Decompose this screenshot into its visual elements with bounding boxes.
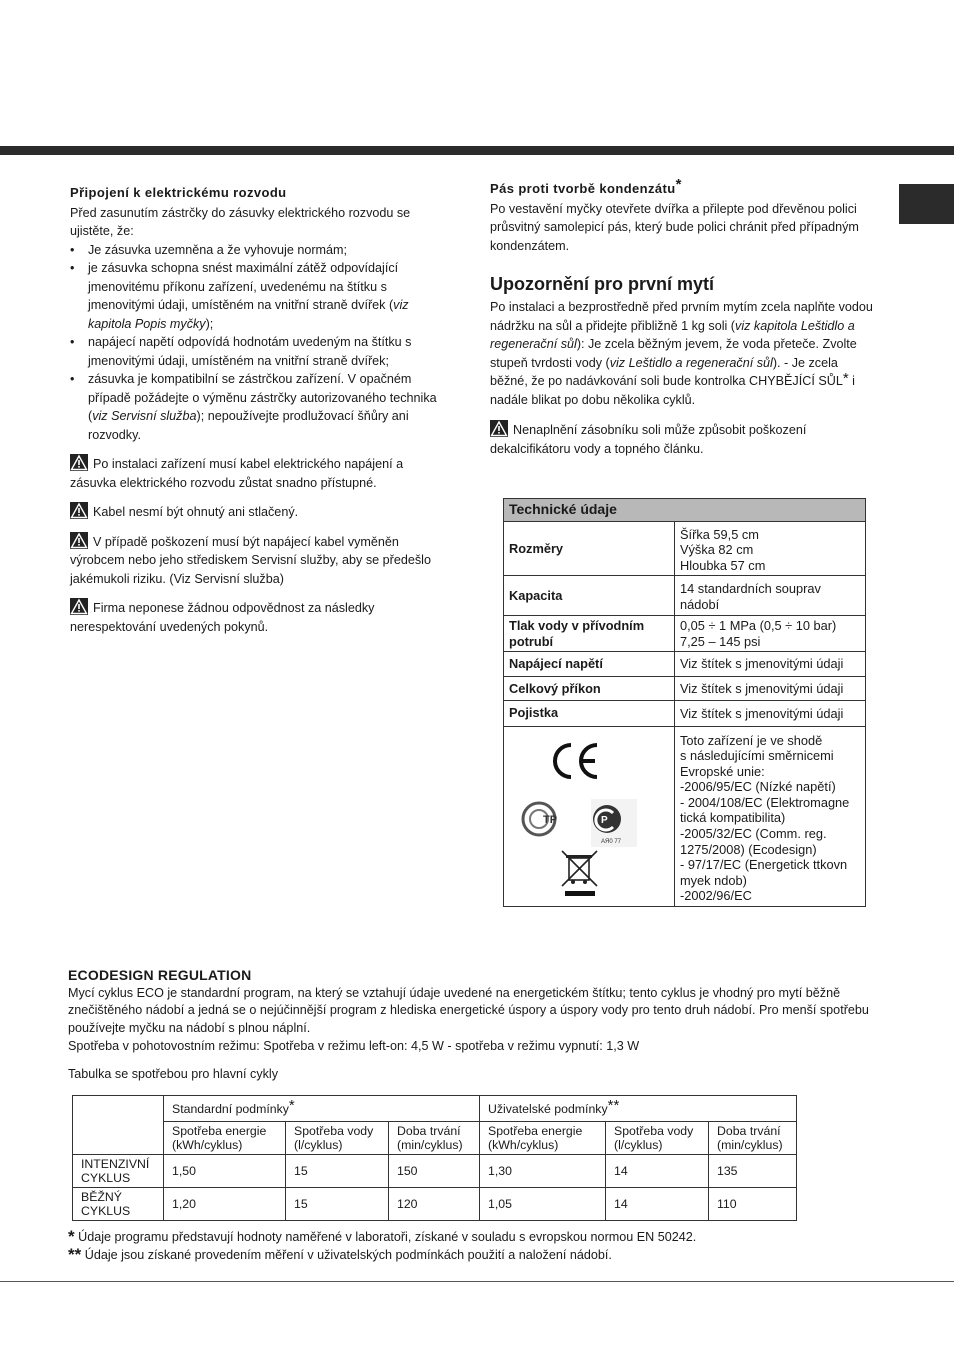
std-conditions-header: Standardní podmínky*	[164, 1096, 480, 1122]
table-title: Technické údaje	[504, 499, 866, 522]
consumption-table	[72, 1095, 797, 1221]
eac-gost-icon	[523, 803, 557, 835]
cell: 14	[606, 1188, 709, 1221]
cell: 1,50	[164, 1155, 286, 1188]
left-column	[70, 184, 440, 636]
ecodesign-text: Mycí cyklus ECO je standardní program, na který se vztahují údaje uvedené na energetickém štítku; tento cyklus je vhodný pro mytí běžně znečištěného nádobí a jedná se o nejúčinnější program z hlediska energetické úspory a úspory vody pro tento druh nádobí. Pro menší spotřebu používejte myčku na nádobí s plnou náplní.	[68, 985, 869, 1036]
warning-note: V případě poškození musí být napájecí kabel vyměněn výrobcem nebo jeho střediskem Servisní služby, aby se předešlo jakémukoli riziku. (Viz Servisní služba)	[70, 532, 440, 589]
table-row	[504, 676, 866, 701]
cell: 1,05	[480, 1188, 606, 1221]
svg-text:P: P	[601, 815, 608, 827]
cycle-name: BĚŽNÝ CYKLUS	[73, 1188, 164, 1221]
right-column	[490, 176, 875, 458]
checklist	[70, 241, 440, 445]
table-row	[504, 652, 866, 677]
warning-icon	[490, 420, 508, 437]
condensation-text: Po vestavění myčky otevřete dvířka a přilepte pod dřevěnou polici průsvitný samolepicí pás, který bude polici chránit před případným kondenzátem.	[490, 201, 859, 253]
list-item: • Je zásuvka uzemněna a že vyhovuje normám;	[70, 241, 440, 260]
table-row	[73, 1188, 797, 1221]
row-value: 14 standardních souprav nádobí	[675, 576, 866, 616]
row-label: Tlak vody v přívodním potrubí	[504, 616, 675, 652]
language-tab-marker	[899, 184, 954, 224]
ce-mark-icon	[555, 745, 597, 777]
cycle-name: INTENZIVNÍ CYKLUS	[73, 1155, 164, 1188]
table-header-row	[504, 499, 866, 522]
table-row	[73, 1122, 797, 1155]
user-conditions-header: Uživatelské podmínky**	[480, 1096, 797, 1122]
row-label: Napájecí napětí	[504, 652, 675, 677]
warning-icon	[70, 598, 88, 615]
row-value: 0,05 ÷ 1 MPa (0,5 ÷ 10 bar) 7,25 – 145 psi	[675, 616, 866, 652]
warning-note: Nenaplnění zásobníku soli může způsobit poškození dekalcifikátoru vody a topného článku.	[490, 420, 875, 458]
intro-text: Před zasunutím zástrčky do zásuvky elektrického rozvodu se ujistěte, že:	[70, 205, 411, 238]
cell: 14	[606, 1155, 709, 1188]
table-row	[504, 521, 866, 576]
top-rule	[0, 146, 954, 155]
table-row	[504, 701, 866, 727]
cell: 15	[286, 1188, 389, 1221]
certification-logos	[504, 726, 675, 907]
cell: 135	[709, 1155, 797, 1188]
table-row	[73, 1096, 797, 1122]
column-header: Spotřeba vody (l/cyklus)	[286, 1122, 389, 1155]
certification-logos-graphic	[509, 731, 669, 901]
column-header: Spotřeba energie (kWh/cyklus)	[480, 1122, 606, 1155]
column-header: Doba trvání (min/cyklus)	[389, 1122, 480, 1155]
row-value: Viz štítek s jmenovitými údaji	[675, 701, 866, 727]
footnote: ** Údaje jsou získané provedením měření v uživatelských podmínkách použití a naložení nádobí.	[68, 1245, 612, 1264]
list-item: • je zásuvka schopna snést maximální zátěž odpovídající jmenovitému příkonu zařízení, uvedenému na štítku s jmenovitými údaji, umístěném na vnitřní straně dvířek (viz kapitola Popis myčky);	[70, 259, 440, 333]
cell: 110	[709, 1188, 797, 1221]
standby-text: Spotřeba v pohotovostním režimu: Spotřeba v režimu left-on: 4,5 W - spotřeba v režimu vypnutí: 1,3 W	[68, 1038, 640, 1053]
footnote: * Údaje programu představují hodnoty naměřené v laboratoři, získané v souladu s evropskou normou EN 50242.	[68, 1227, 697, 1246]
row-label: Pojistka	[504, 701, 675, 727]
section-heading-electric: Připojení k elektrickému rozvodu	[70, 185, 287, 200]
list-item: • napájecí napětí odpovídá hodnotám uvedeným na štítku s jmenovitými údaji, umístěném na vnitřní straně dvířek;	[70, 333, 440, 370]
row-label: Kapacita	[504, 576, 675, 616]
cell: 15	[286, 1155, 389, 1188]
section-heading-first-wash: Upozornění pro první mytí	[490, 274, 715, 294]
warning-icon	[70, 454, 88, 471]
row-label: Rozměry	[504, 521, 675, 576]
table-row	[504, 616, 866, 652]
cell: 1,20	[164, 1188, 286, 1221]
row-value: Šířka 59,5 cm Výška 82 cm Hloubka 57 cm	[675, 521, 866, 576]
section-heading-condensation: Pás proti tvorbě kondenzátu*	[490, 176, 682, 196]
ecodesign-heading: ECODESIGN REGULATION	[68, 967, 252, 983]
gost-r-icon	[591, 799, 637, 847]
svg-text:TP: TP	[543, 814, 558, 827]
footnotes	[68, 1228, 696, 1264]
compliance-text: Toto zařízení je ve shodě s následujícími směrnicemi Evropské unie: -2006/95/EC (Nízké napětí) - 2004/108/EC (Elektromagne tická kompatibilita) -2005/32/EC (Comm. reg. 1275/2008) (Ecodesign) - 97/17/EC (Energetick ttkovn myek ndob) -2002/96/EC	[675, 726, 866, 907]
ecodesign-section	[68, 967, 878, 1083]
row-label: Celkový příkon	[504, 676, 675, 701]
list-item: • zásuvka je kompatibilní se zástrčkou zařízení. V opačném případě požádejte o výměnu zástrčky autorizovaného technika (viz Servisní služba); nepoužívejte prodlužovací šňůry ani rozvodky.	[70, 370, 440, 444]
bottom-rule	[0, 1281, 954, 1282]
table-caption: Tabulka se spotřebou pro hlavní cykly	[68, 1066, 279, 1081]
warning-note: Po instalaci zařízení musí kabel elektrického napájení a zásuvka elektrického rozvodu zůstat snadno přístupné.	[70, 454, 440, 492]
row-value: Viz štítek s jmenovitými údaji	[675, 676, 866, 701]
table-row	[504, 726, 866, 907]
warning-note: Firma neponese žádnou odpovědnost za následky nerespektování uvedených pokynů.	[70, 598, 440, 636]
column-header: Doba trvání (min/cyklus)	[709, 1122, 797, 1155]
first-wash-text: Po instalaci a bezprostředně před prvním mytím zcela naplňte vodou nádržku na sůl a přidejte přibližně 1 kg soli (viz kapitola Leštidlo a regenerační sůl): Je zcela běžným jevem, že voda přeteče. Zvolte stupeň tvrdosti vody (viz Leštidlo a regenerační sůl). - Je zcela běžné, že po nadávkování soli bude kontrolka CHYBĚJÍCÍ SŮL* i nadále blikat po dobu několika cyklů.	[490, 300, 873, 407]
table-row	[73, 1155, 797, 1188]
cell: 150	[389, 1155, 480, 1188]
warning-icon	[70, 532, 88, 549]
row-value: Viz štítek s jmenovitými údaji	[675, 652, 866, 677]
table-row	[504, 576, 866, 616]
weee-bin-icon	[562, 851, 597, 896]
warning-note: Kabel nesmí být ohnutý ani stlačený.	[70, 502, 440, 522]
cell: 1,30	[480, 1155, 606, 1188]
empty-cell	[73, 1096, 164, 1155]
column-header: Spotřeba vody (l/cyklus)	[606, 1122, 709, 1155]
column-header: Spotřeba energie (kWh/cyklus)	[164, 1122, 286, 1155]
cell: 120	[389, 1188, 480, 1221]
technical-data-table	[503, 498, 866, 907]
warning-icon	[70, 502, 88, 519]
svg-text:AЯ0 77: AЯ0 77	[601, 839, 622, 846]
